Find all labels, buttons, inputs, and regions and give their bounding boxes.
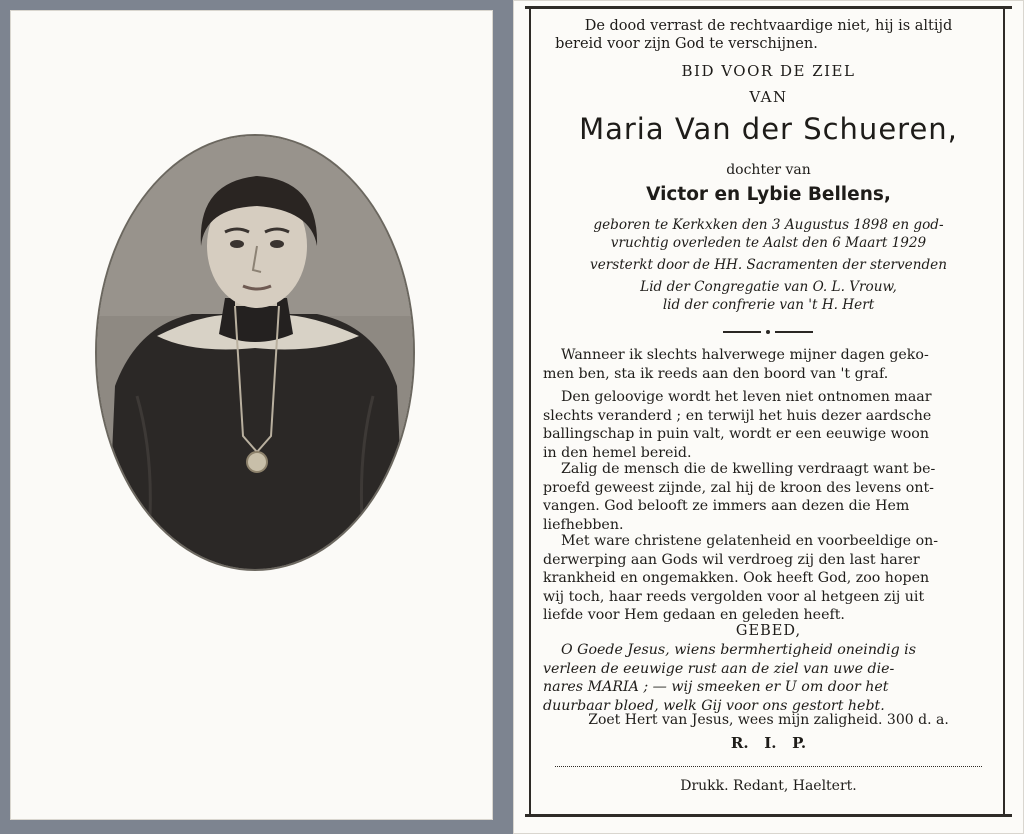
memorial-text-card: [513, 0, 1024, 834]
p1-line-1: Wanneer ik slechts halverwege mijner dagen geko-: [561, 347, 929, 363]
paragraph-2: [543, 388, 997, 462]
paragraph-3: [543, 460, 997, 534]
p3-line-2: proefd geweest zijnde, zal hij de kroon des levens ont-: [543, 479, 934, 496]
portrait-figure: [97, 136, 413, 569]
parents: Victor en Lybie Bellens,: [646, 184, 891, 205]
p2-line-3: ballingschap in puin valt, wordt er een eeuwige woon: [543, 426, 929, 442]
frame-bottom: [525, 814, 1012, 817]
p4-line-5: liefde voor Hem gedaan en geleden heeft.: [543, 607, 845, 623]
birth-death-1: geboren te Kerkxken den 3 Augustus 1898 en god-: [593, 217, 944, 233]
daughter-of: dochter van: [726, 162, 811, 178]
p2-line-1: Den geloovige wordt het leven niet ontnomen maar: [561, 389, 932, 405]
p3-line-1: Zalig de mensch die de kwelling verdraagt want be-: [561, 461, 936, 477]
ornament-divider: [723, 330, 813, 334]
p2-line-2: slechts veranderd ; en terwijl het huis dezer aardsche: [543, 407, 932, 424]
congregation: Lid der Congregatie van O. L. Vrouw,: [640, 279, 897, 295]
p3-line-3: vangen. God belooft ze immers aan dezen die Hem: [543, 498, 910, 514]
portrait-photo: [97, 136, 413, 569]
paragraph-4: [543, 532, 997, 625]
p4-line-3: krankheid en ongemakken. Ook heeft God, zoo hopen: [543, 570, 930, 586]
printer-divider: [555, 766, 982, 767]
frame-top: [525, 6, 1012, 9]
sacraments: versterkt door de HH. Sacramenten der stervenden: [590, 257, 947, 273]
p3-line-4: liefhebben.: [543, 516, 624, 533]
photo-card: [10, 10, 493, 820]
rip: R. I. P.: [730, 734, 807, 752]
printer: Drukk. Redant, Haeltert.: [680, 778, 857, 794]
prayer-line-2: verleen de eeuwige rust aan de ziel van uwe die-: [543, 660, 895, 677]
prayer-line-1: O Goede Jesus, wiens bermhertigheid oneindig is: [561, 642, 916, 658]
deceased-name: Maria Van der Schueren,: [579, 112, 958, 146]
prayer-line-3: nares MARIA ; — wij smeeken er U om door het: [543, 679, 889, 695]
confrerie: lid der confrerie van 't H. Hert: [662, 297, 875, 313]
birth-death-2: vruchtig overleden te Aalst den 6 Maart 1929: [610, 235, 927, 251]
prayer: [543, 641, 997, 715]
intro-line-2: bereid voor zijn God te verschijnen.: [555, 36, 818, 52]
prayer-line-4: duurbaar bloed, welk Gij voor ons gestort hebt.: [543, 697, 885, 714]
intro-line-1: De dood verrast de rechtvaardige niet, hij is altijd: [584, 18, 953, 34]
van: VAN: [749, 88, 788, 106]
p4-line-4: wij toch, haar reeds vergolden voor al hetgeen zij uit: [543, 588, 925, 605]
p4-line-1: Met ware christene gelatenheid en voorbeeldige on-: [561, 533, 939, 549]
bid-voor: BID VOOR DE ZIEL: [681, 62, 856, 80]
indulgence: Zoet Hert van Jesus, wees mijn zaligheid. 300 d. a.: [588, 712, 949, 728]
gebed-title: GEBED,: [735, 623, 802, 639]
p2-line-4: in den hemel bereid.: [543, 444, 692, 461]
p1-line-2: men ben, sta ik reeds aan den boord van 't graf.: [543, 365, 889, 382]
p4-line-2: derwerping aan Gods wil verdroeg zij den last harer: [543, 551, 920, 568]
paragraph-1: [543, 346, 997, 383]
